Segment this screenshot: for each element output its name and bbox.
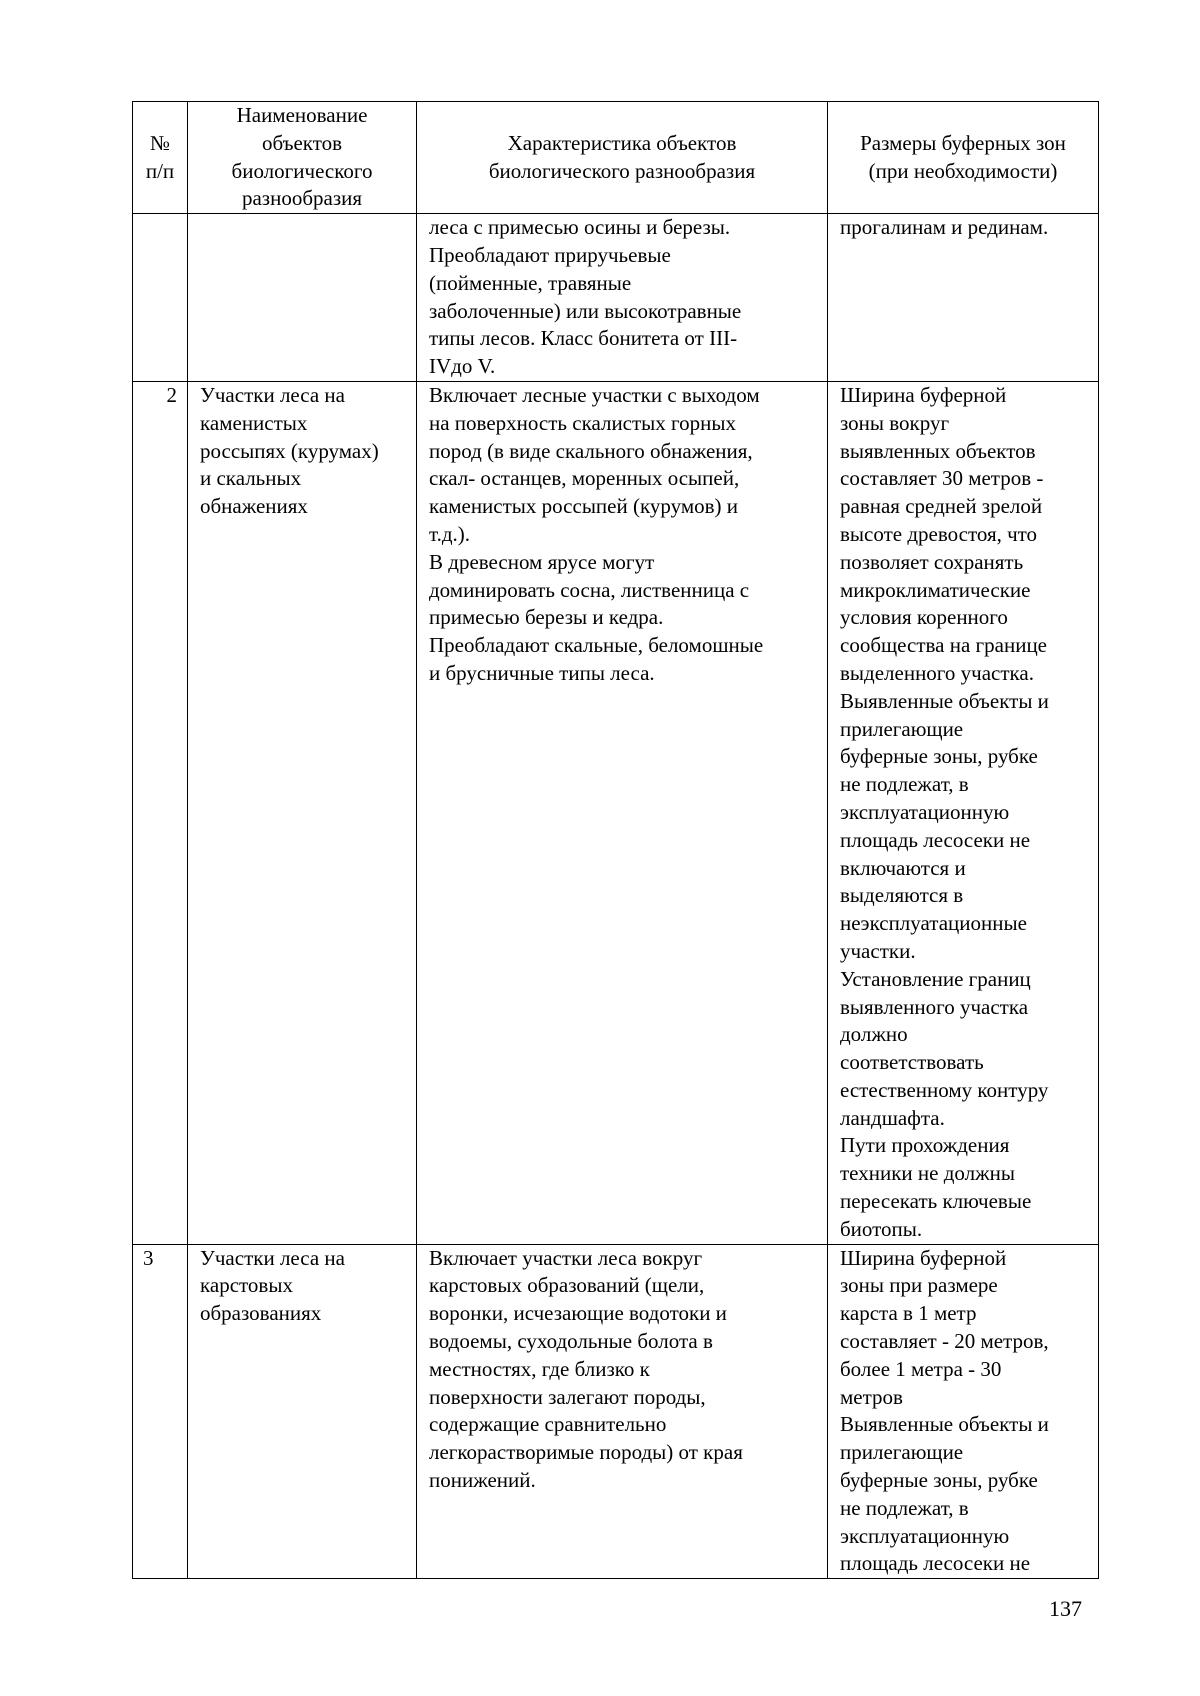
row-number	[133, 214, 188, 382]
text-line: сообщества на границе	[840, 633, 1048, 658]
text-line: составляет 30 метров -	[840, 466, 1044, 491]
text-line: карстовых образований (щели,	[429, 1273, 705, 1298]
text-line: Выявленные объекты и	[840, 1412, 1049, 1437]
header-buffer	[828, 102, 1099, 214]
text-line: прогалинам и рединам.	[840, 215, 1049, 240]
text-line: (пойменные, травяные	[429, 270, 632, 295]
buffer-size	[828, 1244, 1099, 1579]
text-line: пересекать ключевые	[840, 1189, 1032, 1214]
text-line: выделяются в	[840, 883, 964, 908]
text-line: т.д.).	[429, 521, 471, 546]
object-name	[188, 1244, 417, 1579]
text-line: доминировать сосна, лиственница с	[429, 577, 750, 602]
text-line: высоте древостоя, что	[840, 521, 1038, 546]
object-characteristics	[417, 381, 828, 1244]
text-line: Участки леса на	[200, 1245, 345, 1270]
text-line: биотопы.	[840, 1216, 923, 1241]
table-row	[133, 214, 1099, 382]
row-number: 3	[133, 1244, 188, 1579]
table-row	[133, 1244, 1099, 1579]
text-line: соответствовать	[840, 1050, 984, 1075]
text-line: карста в 1 метр	[840, 1301, 977, 1326]
text-line: биологического разнообразия	[488, 158, 756, 183]
text-line: Преобладают приручьевые	[429, 242, 671, 267]
text-line: воронки, исчезающие водотоки и	[429, 1301, 727, 1326]
text-line: участки.	[840, 938, 916, 963]
text-line: выявленного участка	[840, 994, 1029, 1019]
object-characteristics	[417, 214, 828, 382]
text-line: равная средней зрелой	[840, 494, 1043, 519]
text-line: должно	[840, 1022, 908, 1047]
text-line: Ширина буферной	[840, 1245, 1007, 1270]
text-line: понижений.	[429, 1468, 536, 1493]
text-line: площадь лесосеки не	[840, 827, 1031, 852]
text-line: составляет - 20 метров,	[840, 1329, 1049, 1354]
text-line: Преобладают скальные, беломошные	[429, 633, 764, 658]
text-line: объектов	[261, 130, 343, 155]
text-line: более 1 метра - 30	[840, 1356, 1002, 1381]
text-line: буферные зоны, рубке	[840, 744, 1038, 769]
text-line: неэксплуатационные	[840, 911, 1027, 936]
text-line: (при необходимости)	[868, 158, 1058, 183]
buffer-size	[828, 381, 1099, 1244]
text-line: естественному контуру	[840, 1077, 1049, 1102]
text-line: выявленных объектов	[840, 438, 1036, 463]
text-line: площадь лесосеки не	[840, 1551, 1031, 1576]
text-line: Включает участки леса вокруг	[429, 1245, 703, 1270]
page-number: 137	[1049, 1596, 1082, 1621]
header-num	[133, 102, 188, 214]
text-line: №	[149, 130, 171, 155]
text-line: разнообразия	[241, 186, 363, 211]
text-line: обнажениях	[200, 494, 308, 519]
text-line: IVдо V.	[429, 354, 496, 379]
text-line: образованиях	[200, 1301, 322, 1326]
text-line: содержащие сравнительно	[429, 1412, 667, 1437]
text-line: Наименование	[236, 103, 368, 127]
table-header-row	[133, 102, 1099, 214]
text-line: не подлежат, в	[840, 772, 969, 797]
text-line: техники не должны	[840, 1161, 1015, 1186]
text-line: прилегающие	[840, 716, 964, 741]
text-line: скал- останцев, моренных осыпей,	[429, 466, 740, 491]
text-line: поверхности залегают породы,	[429, 1384, 706, 1409]
text-line: Выявленные объекты и	[840, 688, 1049, 713]
text-line: микроклиматические	[840, 577, 1031, 602]
text-line: каменистых	[200, 410, 308, 435]
text-line: и брусничные типы леса.	[429, 660, 655, 685]
text-line: Размеры буферных зон	[860, 130, 1066, 155]
buffer-size	[828, 214, 1099, 382]
text-line: типы лесов. Класс бонитета от III-	[429, 326, 738, 351]
text-line: Участки леса на	[200, 382, 345, 407]
text-line: п/п	[145, 158, 175, 183]
text-line: легкорастворимые породы) от края	[429, 1440, 743, 1465]
text-line: прилегающие	[840, 1440, 964, 1465]
row-number: 2	[133, 381, 188, 1244]
text-line: Установление границ	[840, 966, 1031, 991]
text-line: карстовых	[200, 1273, 293, 1298]
text-line: позволяет сохранять	[840, 549, 1024, 574]
text-line: буферные зоны, рубке	[840, 1468, 1038, 1493]
text-line: Включает лесные участки с выходом	[429, 382, 760, 407]
text-line: метров	[840, 1384, 903, 1409]
text-line: эксплуатационную	[840, 1523, 1010, 1548]
text-line: зоны вокруг	[840, 410, 950, 435]
text-line: биологического	[231, 158, 373, 183]
text-line: водоемы, суходольные болота в	[429, 1329, 713, 1354]
text-line: и скальных	[200, 466, 302, 491]
table-row	[133, 381, 1099, 1244]
text-line: примесью березы и кедра.	[429, 605, 664, 630]
text-line: эксплуатационную	[840, 799, 1010, 824]
text-line: пород (в виде скального обнажения,	[429, 438, 753, 463]
text-line: леса с примесью осины и березы.	[429, 215, 731, 240]
header-name	[188, 102, 417, 214]
text-line: местностях, где близко к	[429, 1356, 650, 1381]
text-line: Ширина буферной	[840, 382, 1007, 407]
object-characteristics	[417, 1244, 828, 1579]
text-line: выделенного участка.	[840, 660, 1034, 685]
text-line: зоны при размере	[840, 1273, 998, 1298]
text-line: заболоченные) или высокотравные	[429, 298, 742, 323]
object-name	[188, 214, 417, 382]
text-line: Характеристика объектов	[507, 130, 737, 155]
biodiversity-table	[132, 101, 1099, 1579]
text-line: включаются и	[840, 855, 966, 880]
text-line: не подлежат, в	[840, 1495, 969, 1520]
text-line: В древесном ярусе могут	[429, 549, 655, 574]
text-line: каменистых россыпей (курумов) и	[429, 494, 739, 519]
text-line: на поверхность скалистых горных	[429, 410, 736, 435]
text-line: ландшафта.	[840, 1105, 945, 1130]
object-name	[188, 381, 417, 1244]
header-characteristics	[417, 102, 828, 214]
text-line: условия коренного	[840, 605, 1008, 630]
text-line: Пути прохождения	[840, 1133, 1010, 1158]
text-line: россыпях (курумах)	[200, 438, 379, 463]
